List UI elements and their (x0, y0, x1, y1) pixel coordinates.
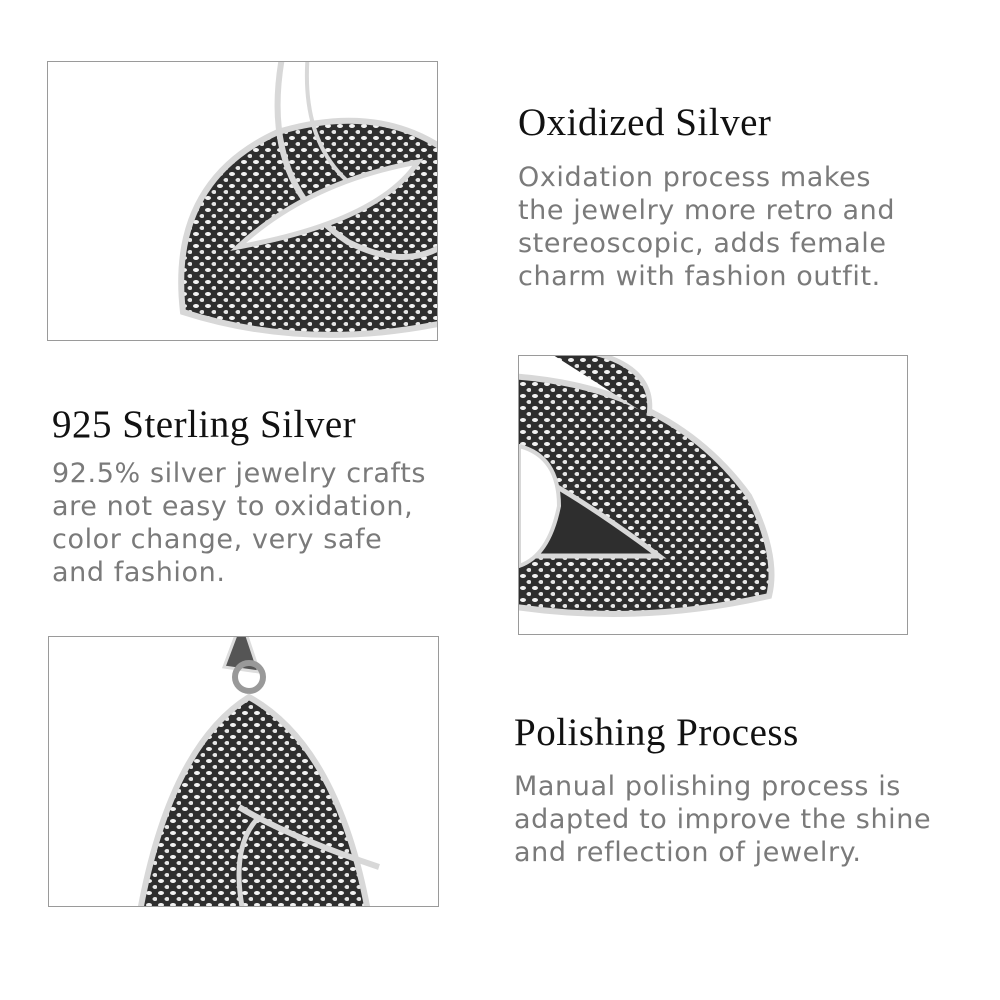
section-title-sterling: 925 Sterling Silver (52, 403, 357, 446)
description-line: the jewelry more retro and (518, 195, 896, 226)
description-line: Oxidation process makes (518, 162, 872, 193)
description-line: Manual polishing process is (514, 771, 901, 802)
product-photo-polishing-detail (48, 636, 439, 907)
section-title-oxidized: Oxidized Silver (518, 101, 772, 144)
description-line: stereoscopic, adds female (518, 228, 887, 259)
section-title-polishing: Polishing Process (514, 711, 799, 754)
description-line: are not easy to oxidation, (52, 491, 414, 522)
celtic-knot-pendant-image (48, 62, 438, 341)
product-photo-oxidized-detail (47, 61, 438, 341)
section-description-oxidized (518, 161, 895, 293)
description-line: and reflection of jewelry. (514, 837, 862, 868)
description-line: color change, very safe (52, 524, 383, 555)
description-line: adapted to improve the shine (514, 804, 932, 835)
celtic-knot-pendant-image (519, 356, 908, 635)
celtic-knot-pendant-image (49, 637, 439, 907)
section-description-sterling (52, 457, 426, 589)
description-line: 92.5% silver jewelry crafts (52, 458, 427, 489)
description-line: and fashion. (52, 557, 226, 588)
section-description-polishing (514, 770, 931, 869)
description-line: charm with fashion outfit. (518, 261, 881, 292)
product-photo-sterling-detail (518, 355, 908, 635)
